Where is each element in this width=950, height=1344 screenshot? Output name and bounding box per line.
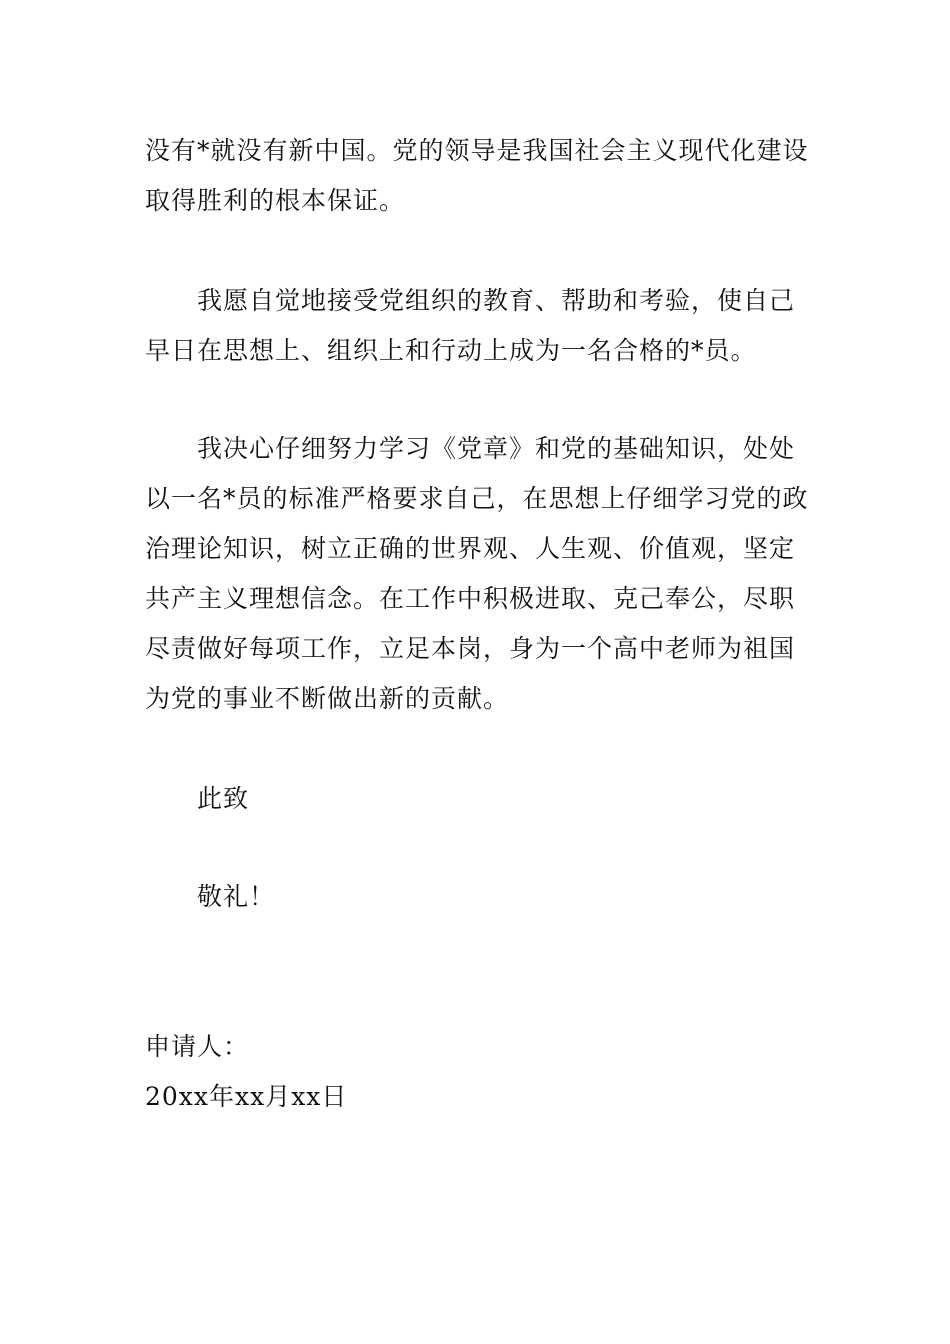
paragraph-line: 早日在思想上、组织上和行动上成为一名合格的*员。 — [145, 336, 757, 365]
paragraph-line: 我决心仔细努力学习《党章》和党的基础知识，处处 — [197, 434, 796, 463]
paragraph-line: 取得胜利的根本保证。 — [145, 186, 406, 215]
closing-salutation — [145, 774, 810, 824]
closing-regards — [145, 872, 810, 922]
date-text: 20xx年xx月xx日 — [145, 1082, 348, 1111]
paragraph-2 — [145, 276, 810, 376]
signature-applicant — [145, 1022, 810, 1072]
salutation-text: 此致 — [197, 784, 250, 813]
paragraph-line: 共产主义理想信念。在工作中积极进取、克己奉公，尽职 — [145, 584, 796, 613]
paragraph-line: 以一名*员的标准严格要求自己，在思想上仔细学习党的政 — [145, 484, 809, 513]
regards-text: 敬礼！ — [197, 882, 276, 911]
paragraph-3 — [145, 424, 810, 724]
paragraph-1 — [145, 126, 810, 226]
paragraph-line: 治理论知识，树立正确的世界观、人生观、价值观，坚定 — [145, 534, 796, 563]
paragraph-line: 没有*就没有新中国。党的领导是我国社会主义现代化建设 — [145, 136, 809, 165]
paragraph-line: 我愿自觉地接受党组织的教育、帮助和考验，使自己 — [197, 286, 796, 315]
paragraph-line: 为党的事业不断做出新的贡献。 — [145, 684, 510, 713]
paragraph-line: 尽责做好每项工作，立足本岗，身为一个高中老师为祖国 — [145, 634, 796, 663]
applicant-label: 申请人： — [145, 1032, 250, 1061]
signature-date — [145, 1072, 810, 1122]
